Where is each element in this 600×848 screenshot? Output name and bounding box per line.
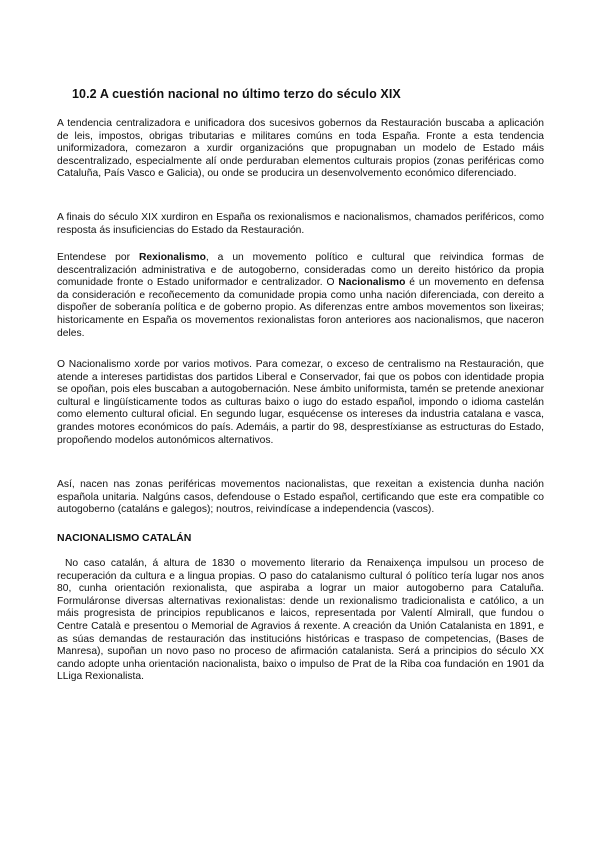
paragraph-text: O Nacionalismo xorde por varios motivos. Para comezar, o exceso de centralismo na Restauración, que atende a intereses partidistas dos partidos Liberal e Conservador, fai que os pobos con identidade propia se opoñan, pois eles buscaban a autogobernación. Nese ámbito uniformista, tamén se pretende anexionar cultural e lingüísticamente todos as culturas baixo o iugo do estado español, impondo o idioma castelán como elemento cultural oficial. En segundo lugar, esquécense os intereses da industria catalana e vasca, grandes motores económicos do país. Ademáis, a partir do 98, desprestíxianse as estructuras do Estado, propoñendo modelos autonómicos alternativos. — [57, 359, 544, 446]
term-rexionalismo: Rexionalismo — [138, 252, 206, 263]
paragraph-definitions — [57, 252, 544, 340]
paragraph-text — [57, 252, 544, 340]
paragraph-motives — [57, 359, 544, 447]
paragraph-catalan-nationalism — [57, 558, 544, 684]
paragraph-text: Así, nacen nas zonas periféricas movementos nacionalistas, que rexeitan a existencia dunha nación española unitaria. Nalgúns casos, defendouse o Estado español, certificando que este era compatible co autogoberno (cataláns e galegos); noutros, reivindícase a independencia (vascos). — [57, 479, 544, 516]
text-run: , a un movemento político e cultural que reivindica formas de descentralización administrativa e de autogoberno, consideradas como un dereito histórico da propia comunidade fronte o Estado uniformador e centralizador. O — [57, 252, 545, 289]
paragraph-origins — [57, 212, 544, 237]
paragraph-text — [57, 558, 544, 684]
text-run: é un movemento en defensa da consideración e recoñecemento da comunidade propia como unha nación diferenciada, con dereito a dispoñer de soberanía política e de goberno propio. As diferenzas entre ambos movementos son lixeiras; historicamente en España os movementos rexionalistas foron anteriores aos nacionalismos, que naceron deles. — [57, 277, 544, 339]
section-heading: NACIONALISMO CATALÁN — [57, 532, 192, 544]
paragraph-text: A tendencia centralizadora e unificadora dos sucesivos gobernos da Restauración buscaba a aplicación de leis, impostos, obrigas tributarias e militares comúns en toda España. Fronte a esta tendencia uniformizadora, comezaron a xurdir organizacións que propugnaban un modelo de Estado máis descentralizado, especialmente alí onde perduraban elementos culturais propios (zonas periféricas como Cataluña, País Vasco e Galicia), ou onde se producira un desenvolvemento económico diferenciado. — [57, 118, 544, 180]
paragraph-centralization — [57, 118, 544, 181]
text-run: Entendese por — [57, 252, 139, 263]
paragraph-text: A finais do século XIX xurdiron en España os rexionalismos e nacionalismos, chamados periféricos, como resposta ás insuficiencias do Estado da Restauración. — [57, 212, 544, 236]
text-run: No caso catalán, á altura de 1830 o movemento literario da Renaixença impulsou un proceso de recuperación da cultura e a lingua propias. O paso do catalanismo cultural ó político tería lugar nos anos 80, cunha orientación rexionalista, que aspiraba a lograr un maior autogoberno para Cataluña. Formuláronse diversas alternativas rexionalistas: dende un rexionalismo tradicionalista e católico, a un máis progresista de principios republicanos e laicos, representada por Valentí Almirall, que fundou o Centre Català e presentou o Memorial de Agravios á rexente. A creación da Unión Catalanista en 1891, e as súas demandas de restauración das institucións históricas e traspaso de competencias, (Bases de Manresa), supoñan un novo paso no proceso de afirmación catalanista. Será a principios do século XX cando adopte unha orientación nacionalista, baixo o impulso de Prat de la Riba coa fundación en 1901 da LLiga Rexionalista. — [57, 558, 544, 683]
term-nacionalismo: Nacionalismo — [338, 277, 406, 289]
page-title: 10.2 A cuestión nacional no último terzo do século XIX — [72, 87, 401, 101]
paragraph-peripheral-movements — [57, 479, 544, 517]
